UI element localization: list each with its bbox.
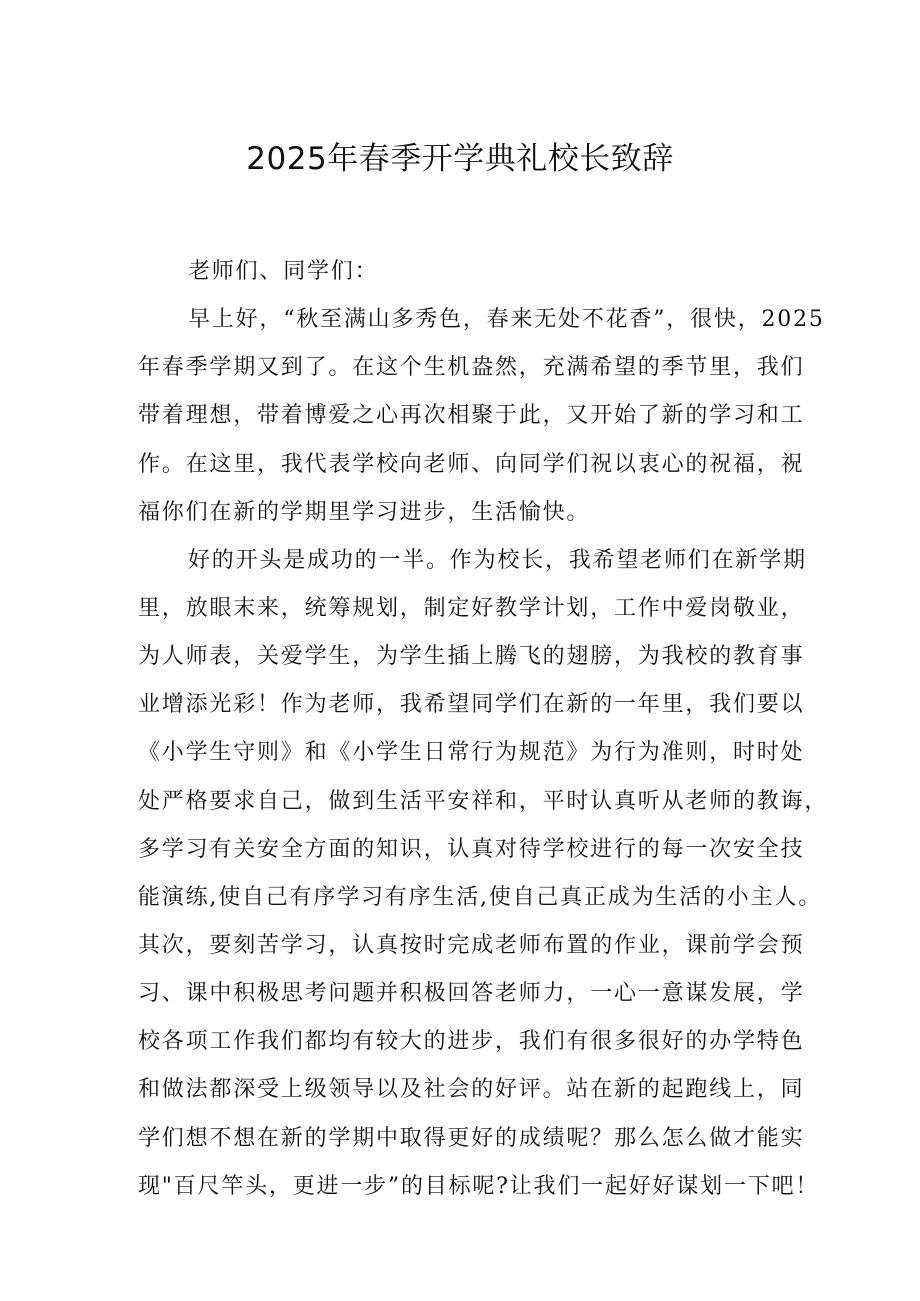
paragraph-line: 带着理想，带着博爱之心再次相聚于此，又开始了新的学习和工 — [138, 403, 805, 429]
paragraph-line: 早上好，“秋至满山多秀色，春来无处不花香”，很快，2025 — [188, 307, 825, 333]
paragraph-line: 福你们在新的学期里学习进步，生活愉快。 — [138, 499, 591, 525]
paragraph-line: 好的开头是成功的一半。作为校长，我希望老师们在新学期 — [188, 547, 807, 573]
salutation-line: 老师们、同学们： — [188, 259, 379, 284]
paragraph-line: 处严格要求自己，做到生活平安祥和，平时认真听从老师的教诲， — [138, 788, 829, 814]
paragraph-line: 业增添光彩！作为老师，我希望同学们在新的一年里，我们要以 — [138, 692, 805, 718]
paragraph-line: 现"百尺竿头，更进一步”的目标呢?让我们一起好好谋划一下吧！ — [138, 1173, 820, 1199]
paragraph-line: 能演练,使自己有序学习有序生活,使自己真正成为生活的小主人。 — [138, 884, 822, 910]
paragraph-line: 其次，要刻苦学习，认真按时完成老师布置的作业，课前学会预 — [138, 932, 805, 958]
page-title: 2025年春季开学典礼校长致辞 — [246, 141, 674, 177]
paragraph-line: 和做法都深受上级领导以及社会的好评。站在新的起跑线上，同 — [138, 1077, 805, 1103]
paragraph-line: 《小学生守则》和《小学生日常行为规范》为行为准则，时时处 — [138, 740, 805, 766]
paragraph-line: 学们想不想在新的学期中取得更好的成绩呢？那么怎么做才能实 — [138, 1125, 805, 1151]
paragraph-line: 校各项工作我们都均有较大的进步，我们有很多很好的办学特色 — [138, 1029, 805, 1055]
paragraph-line: 习、课中积极思考问题并积极回答老师力，一心一意谋发展，学 — [138, 981, 805, 1007]
paragraph-line: 里，放眼末来，统筹规划，制定好教学计划，工作中爱岗敬业， — [138, 595, 805, 621]
paragraph-line: 作。在这里，我代表学校向老师、向同学们祝以衷心的祝福，祝 — [138, 451, 805, 477]
speech-body — [138, 248, 829, 1211]
paragraph-line: 年春季学期又到了。在这个生机盎然，充满希望的季节里，我们 — [138, 355, 805, 381]
paragraph-line: 为人师表，关爱学生，为学生插上腾飞的翅膀，为我校的教育事 — [138, 644, 805, 670]
paragraph-line: 多学习有关安全方面的知识，认真对待学校进行的每一次安全技 — [138, 836, 805, 862]
